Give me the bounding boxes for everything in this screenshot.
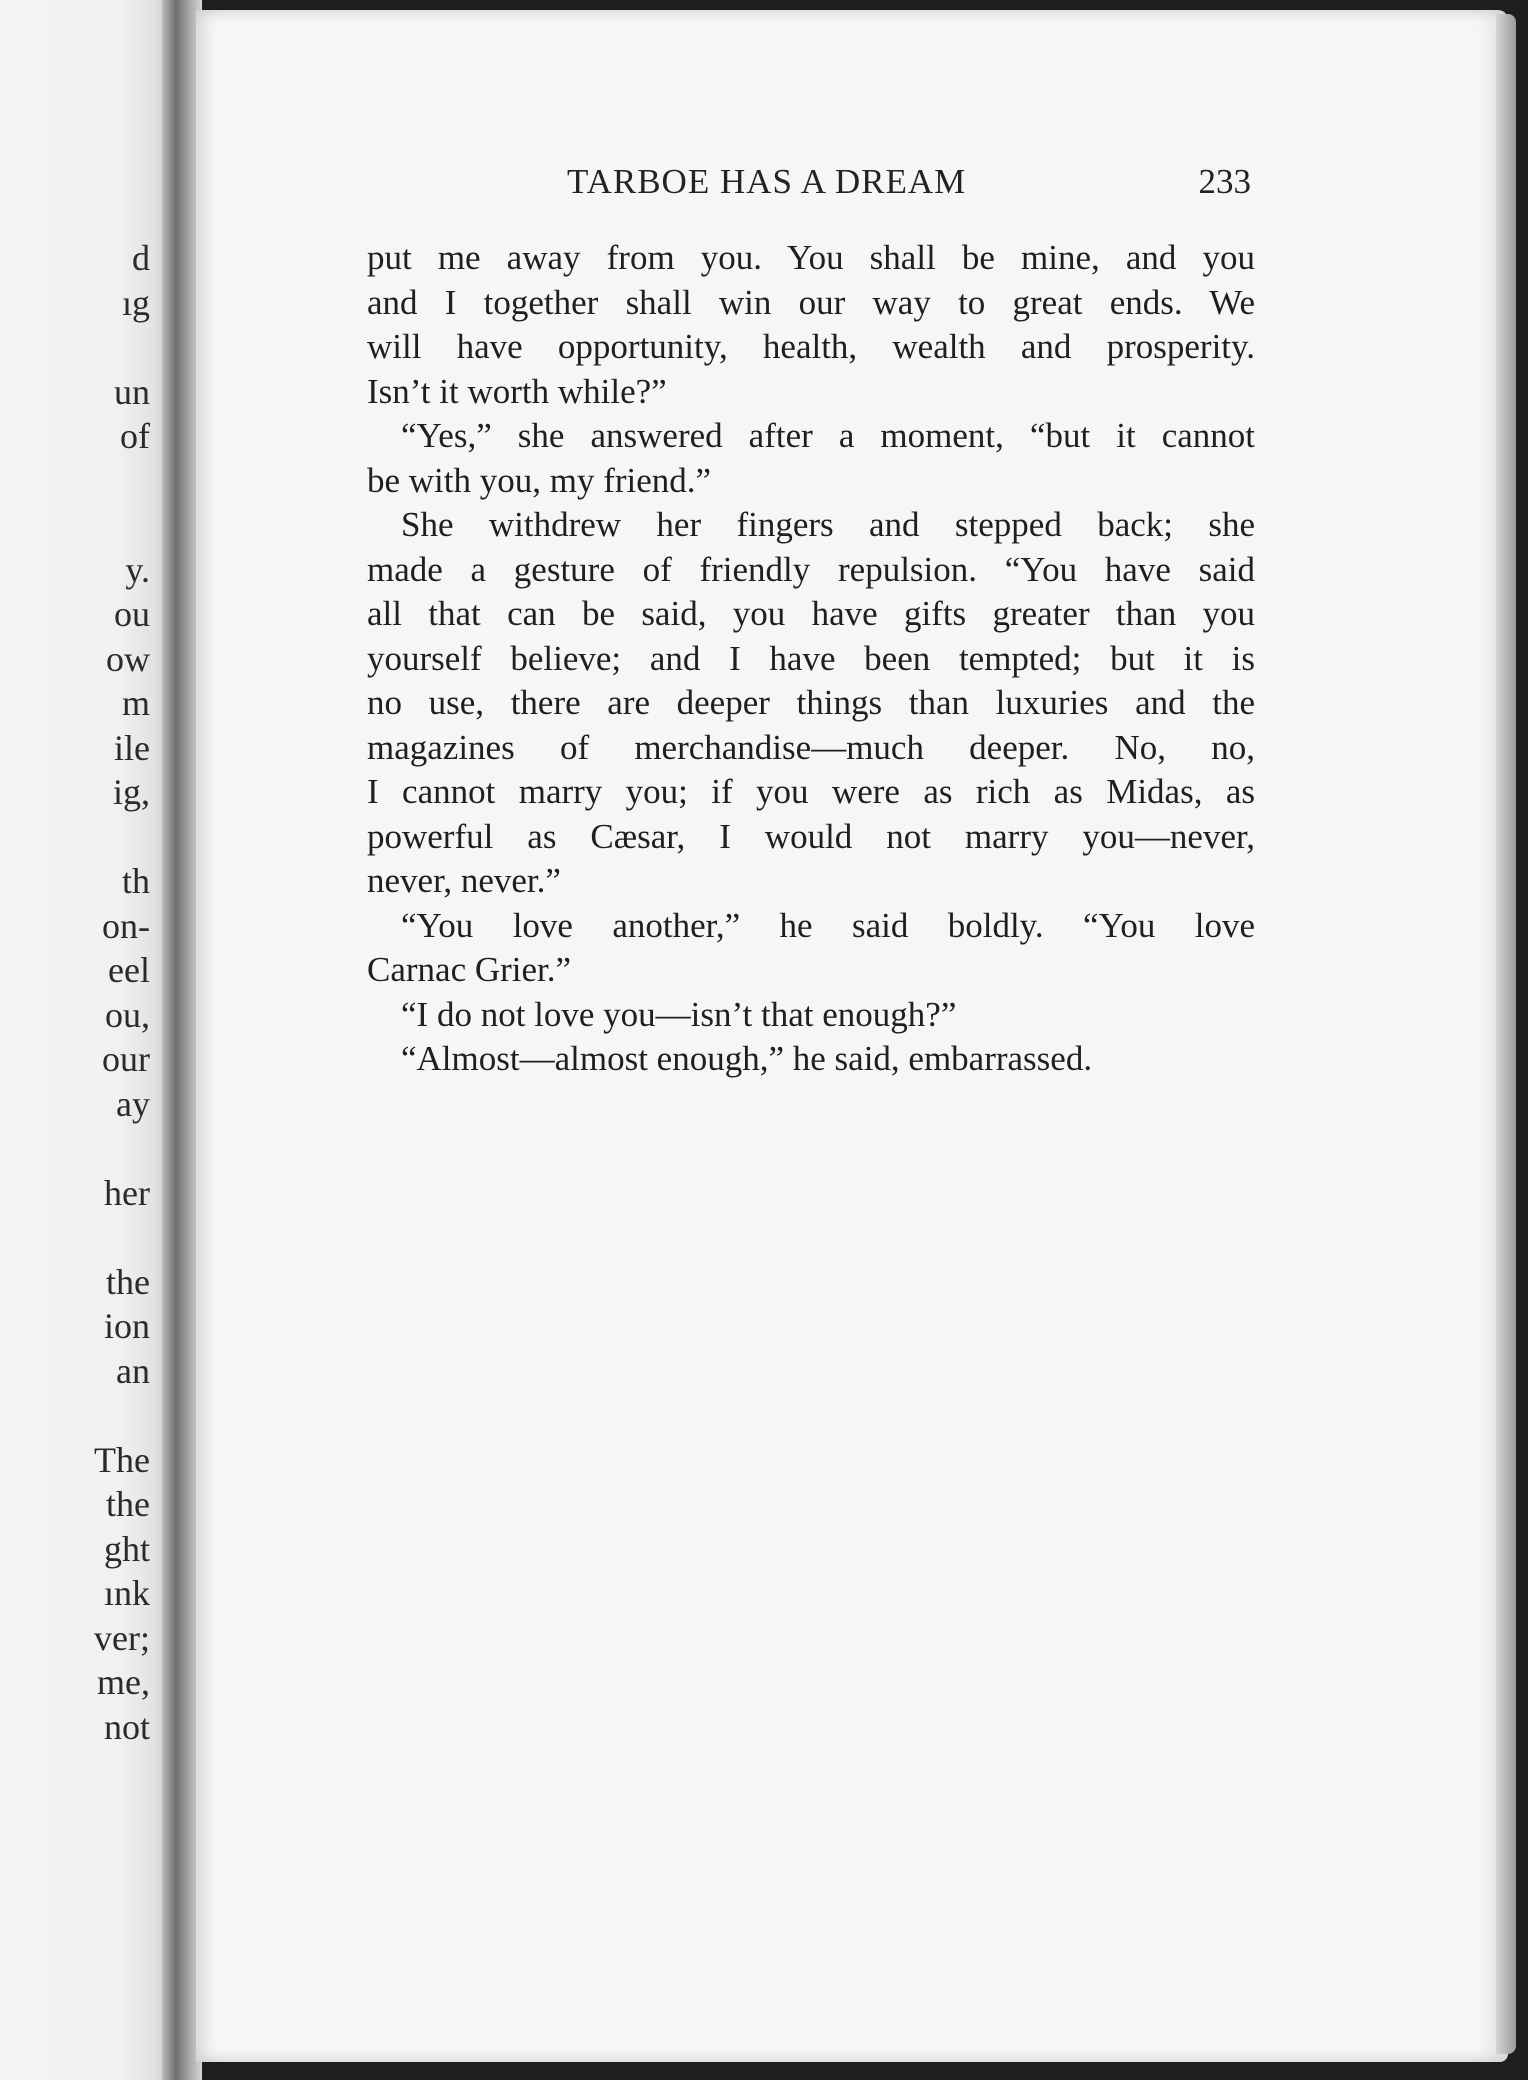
- previous-page-fragment: m: [121, 683, 150, 723]
- previous-page-fragment: our: [102, 1039, 150, 1079]
- previous-page-fragment: the: [106, 1484, 150, 1524]
- previous-page-fragment: on-: [102, 905, 150, 946]
- previous-page-fragment: ay: [116, 1083, 150, 1124]
- previous-page-fragment: d: [132, 238, 150, 278]
- previous-page-fragment: her: [104, 1172, 150, 1213]
- text-line: She withdrew her fingers and stepped back; she: [401, 505, 1255, 544]
- text-line: “I do not love you—isn’t that enough?”: [401, 994, 957, 1034]
- text-line: will have opportunity, health, wealth and prosperity.: [367, 327, 1255, 366]
- previous-page-fragment: un: [114, 371, 150, 412]
- text-line: I cannot marry you; if you were as rich as Midas, as: [367, 772, 1255, 811]
- previous-page-fragment: ile: [114, 727, 150, 768]
- text-line: “Yes,” she answered after a moment, “but it cannot: [401, 416, 1255, 455]
- previous-page-edge: [0, 0, 168, 2080]
- text-line: and I together shall win our way to great ends. We: [367, 282, 1255, 322]
- text-line: all that can be said, you have gifts greater than you: [367, 594, 1255, 633]
- previous-page-fragment: ig,: [112, 772, 150, 812]
- previous-page-fragment: ver;: [94, 1617, 150, 1658]
- text-line: put me away from you. You shall be mine, and you: [367, 238, 1255, 277]
- previous-page-fragment: not: [103, 1706, 150, 1747]
- text-line: magazines of merchandise—much deeper. No, no,: [367, 727, 1255, 767]
- running-head: TARBOE HAS A DREAM: [567, 162, 967, 201]
- page-number: 233: [1198, 162, 1251, 201]
- previous-page-fragment: ou,: [105, 994, 150, 1035]
- previous-page-fragment: eel: [108, 950, 150, 990]
- previous-page-fragment: The: [94, 1439, 150, 1480]
- previous-page-fragment: ow: [106, 638, 150, 679]
- text-line: yourself believe; and I have been tempted; but it is: [367, 638, 1255, 678]
- previous-page-fragment: the: [106, 1261, 150, 1302]
- body-text: [367, 236, 1255, 1082]
- text-line: Isn’t it worth while?”: [367, 371, 667, 411]
- text-line: no use, there are deeper things than luxuries and the: [367, 683, 1255, 722]
- text-line: powerful as Cæsar, I would not marry you—never,: [367, 816, 1255, 856]
- text-line: “You love another,” he said boldly. “You love: [401, 905, 1255, 945]
- previous-page-fragment: of: [120, 416, 150, 456]
- page-edge: [1496, 14, 1516, 2054]
- previous-page-fragment: ou: [114, 594, 150, 634]
- previous-page-fragment: th: [121, 861, 150, 901]
- previous-page-fragment: me,: [97, 1662, 150, 1702]
- previous-page-fragment: ınk: [103, 1573, 150, 1613]
- previous-page-fragment: y.: [125, 549, 150, 590]
- page-header: [367, 162, 1255, 212]
- previous-page-fragment: an: [116, 1350, 150, 1391]
- previous-page-fragment: ion: [103, 1306, 150, 1346]
- text-line: never, never.”: [367, 861, 561, 900]
- text-line: made a gesture of friendly repulsion. “You have said: [367, 549, 1255, 589]
- text-line: Carnac Grier.”: [367, 950, 572, 989]
- text-line: “Almost—almost enough,” he said, embarrassed.: [401, 1039, 1093, 1078]
- text-line: be with you, my friend.”: [367, 460, 712, 500]
- previous-page-fragment: ght: [103, 1528, 150, 1569]
- previous-page-fragment: ıg: [121, 282, 150, 323]
